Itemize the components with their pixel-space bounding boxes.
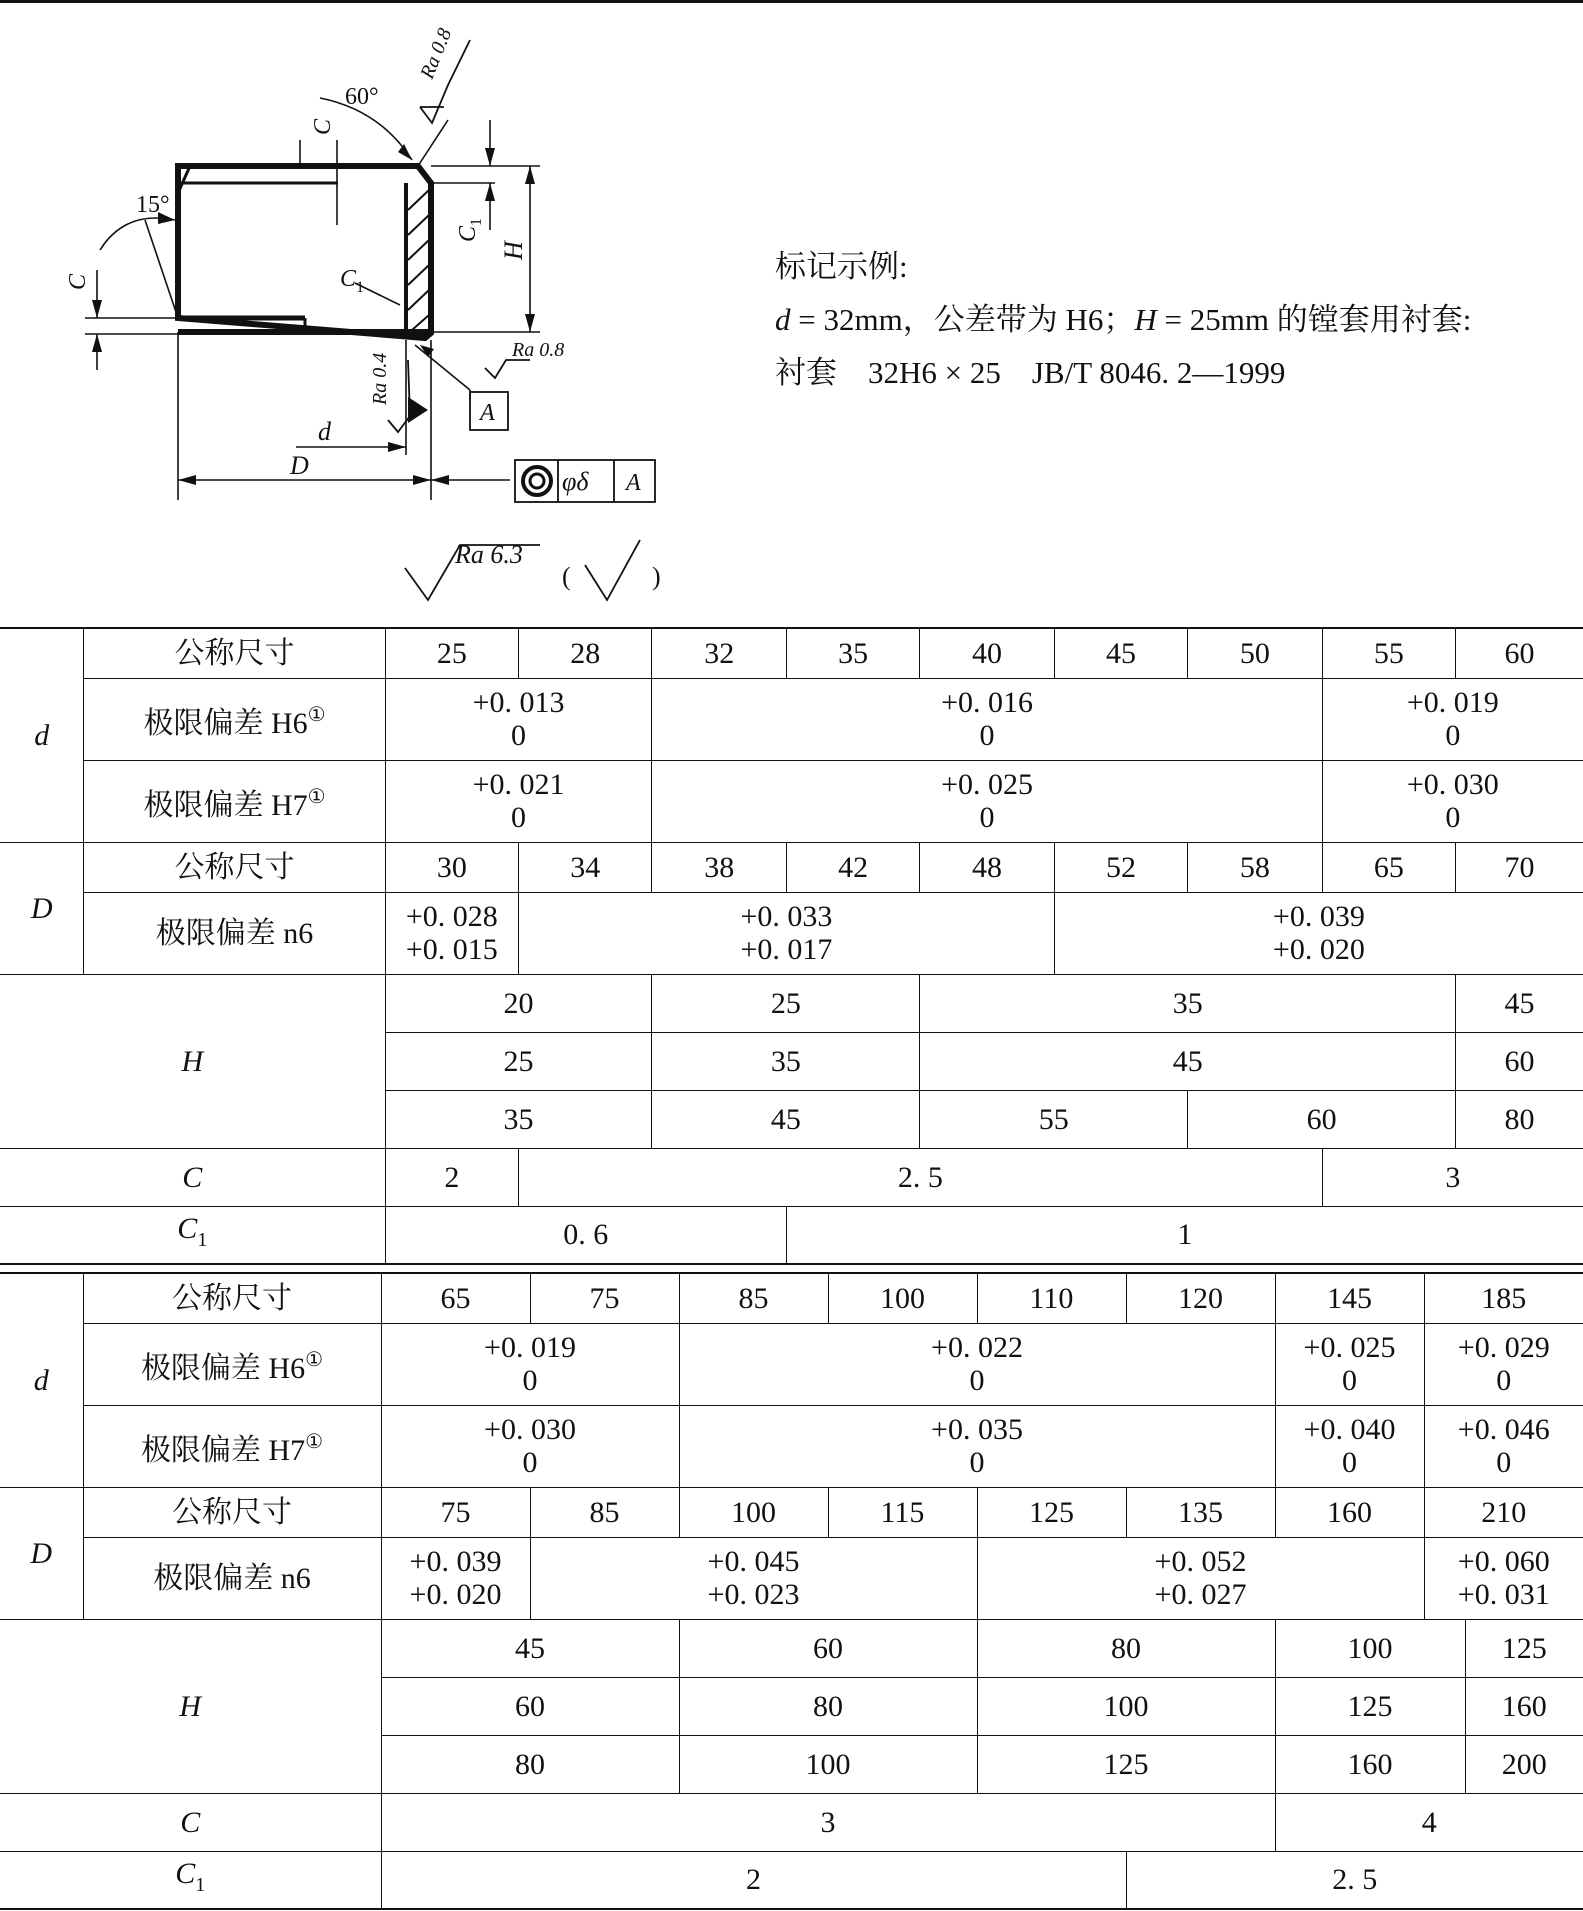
- c1-inner-label: $C_1$: [340, 266, 365, 296]
- c-symbol-cell: C: [0, 1793, 381, 1851]
- d-h7-cell: +0. 025 0: [652, 760, 1322, 842]
- h-cell: 45: [652, 1090, 920, 1148]
- D-n6-cell: +0. 039 +0. 020: [381, 1537, 530, 1619]
- ra08-right-symbol: [485, 360, 530, 378]
- h-cell: 35: [652, 1032, 920, 1090]
- table-row: [0, 628, 1583, 678]
- d-h7-cell: +0. 030 0: [381, 1405, 679, 1487]
- d-nominal-cell: 145: [1275, 1273, 1424, 1323]
- table-row: [0, 678, 1583, 760]
- h-cell: 25: [652, 974, 920, 1032]
- h-cell: 45: [920, 1032, 1456, 1090]
- D-nominal-cell: 42: [786, 842, 919, 892]
- d-h7-cell: +0. 021 0: [385, 760, 652, 842]
- d-symbol-cell: d: [0, 1273, 83, 1487]
- d-h7-cell: +0. 046 0: [1424, 1405, 1583, 1487]
- d-h7-cell: +0. 030 0: [1322, 760, 1583, 842]
- nominal-label: 公称尺寸: [83, 1487, 381, 1537]
- h-cell: 45: [1456, 974, 1583, 1032]
- h-cell: 125: [1465, 1619, 1583, 1677]
- D-nominal-cell: 210: [1424, 1487, 1583, 1537]
- drawing-labels: [65, 25, 661, 591]
- c1-cell: 2: [381, 1851, 1126, 1909]
- d-symbol-cell: d: [0, 628, 84, 842]
- d-h6-cell: +0. 013 0: [385, 678, 652, 760]
- h-cell: 80: [1456, 1090, 1583, 1148]
- d-nominal-cell: 85: [679, 1273, 828, 1323]
- h-cell: 100: [977, 1677, 1275, 1735]
- d-h6-cell: +0. 019 0: [1322, 678, 1583, 760]
- d-h7-cell: +0. 040 0: [1275, 1405, 1424, 1487]
- table-row: [0, 1537, 1583, 1619]
- d-label: d: [318, 417, 331, 446]
- d-nominal-cell: 45: [1054, 628, 1187, 678]
- D-nominal-cell: 52: [1054, 842, 1187, 892]
- c1-cell: 0. 6: [385, 1206, 786, 1264]
- D-n6-cell: +0. 060 +0. 031: [1424, 1537, 1583, 1619]
- table-row: [0, 1487, 1583, 1537]
- table-row: [0, 1323, 1583, 1405]
- table-row: [0, 1148, 1583, 1206]
- d-nominal-cell: 60: [1456, 628, 1583, 678]
- paren-open: (: [562, 562, 571, 591]
- c1-cell: 2. 5: [1126, 1851, 1583, 1909]
- c-cell: 3: [381, 1793, 1275, 1851]
- h-cell: 55: [920, 1090, 1188, 1148]
- c1-right-label: $C_1$: [455, 217, 485, 242]
- h-cell: 80: [679, 1677, 977, 1735]
- d-nominal-cell: 35: [786, 628, 919, 678]
- table-row: [0, 760, 1583, 842]
- h-cell: 25: [385, 1032, 652, 1090]
- d-nominal-cell: 50: [1188, 628, 1322, 678]
- D-n6-cell: +0. 039 +0. 020: [1054, 892, 1583, 974]
- D-nominal-cell: 160: [1275, 1487, 1424, 1537]
- h-symbol-cell: H: [0, 1619, 381, 1793]
- D-nominal-cell: 58: [1188, 842, 1322, 892]
- d-nominal-cell: 40: [920, 628, 1054, 678]
- table-row: [0, 1793, 1583, 1851]
- c1-symbol-cell: $C_1$: [0, 1851, 381, 1909]
- marking-line-2: 衬套 32H6 × 25 JB/T 8046. 2—1999: [775, 355, 1286, 390]
- h-cell: 35: [920, 974, 1456, 1032]
- D-nominal-cell: 34: [519, 842, 652, 892]
- d-nominal-cell: 185: [1424, 1273, 1583, 1323]
- dev-h7-label: 极限偏差 H7①: [83, 1405, 381, 1487]
- D-nominal-cell: 48: [920, 842, 1054, 892]
- nominal-label: 公称尺寸: [84, 628, 385, 678]
- table-row: [0, 1273, 1583, 1323]
- c-cell: 3: [1322, 1148, 1583, 1206]
- concentricity-icon: [523, 467, 551, 495]
- dev-n6-label: 极限偏差 n6: [83, 1537, 381, 1619]
- h-cell: 160: [1465, 1677, 1583, 1735]
- check-symbol: [585, 540, 640, 600]
- table-row: [0, 1206, 1583, 1264]
- D-nominal-cell: 75: [381, 1487, 530, 1537]
- h-cell: 60: [1456, 1032, 1583, 1090]
- angle-15-label: 15°: [136, 192, 170, 218]
- h-cell: 160: [1275, 1735, 1465, 1793]
- dev-h6-label: 极限偏差 H6①: [83, 1323, 381, 1405]
- marking-title: 标记示例:: [775, 249, 908, 284]
- d-h6-cell: +0. 016 0: [652, 678, 1322, 760]
- table-row: [0, 892, 1583, 974]
- marking-example: [775, 240, 1471, 399]
- d-h6-cell: +0. 025 0: [1275, 1323, 1424, 1405]
- c-cell: 2. 5: [519, 1148, 1323, 1206]
- dev-h7-label: 极限偏差 H7①: [84, 760, 385, 842]
- nominal-label: 公称尺寸: [84, 842, 385, 892]
- table-row: [0, 974, 1583, 1032]
- big-d-symbol-cell: D: [0, 1487, 83, 1619]
- d-nominal-cell: 110: [977, 1273, 1126, 1323]
- phi-delta-label: φδ: [562, 467, 589, 496]
- nominal-label: 公称尺寸: [83, 1273, 381, 1323]
- table-row: [0, 1405, 1583, 1487]
- ra04-label: Ra 0.4: [369, 352, 391, 405]
- dev-h6-label: 极限偏差 H6①: [84, 678, 385, 760]
- D-n6-cell: +0. 028 +0. 015: [385, 892, 518, 974]
- table-row: [0, 1851, 1583, 1909]
- h-label: H: [499, 241, 528, 260]
- D-n6-cell: +0. 052 +0. 027: [977, 1537, 1424, 1619]
- d-h6-cell: +0. 029 0: [1424, 1323, 1583, 1405]
- dev-n6-label: 极限偏差 n6: [84, 892, 385, 974]
- datum-triangle: [408, 397, 428, 423]
- d-h7-cell: +0. 035 0: [679, 1405, 1275, 1487]
- h-cell: 60: [1188, 1090, 1456, 1148]
- c-cell: 2: [385, 1148, 518, 1206]
- D-n6-cell: +0. 033 +0. 017: [519, 892, 1055, 974]
- d-nominal-cell: 75: [530, 1273, 679, 1323]
- D-nominal-cell: 115: [828, 1487, 977, 1537]
- ra08-top-label: Ra 0.8: [416, 25, 457, 82]
- d-nominal-cell: 55: [1322, 628, 1455, 678]
- h-cell: 80: [977, 1619, 1275, 1677]
- h-cell: 80: [381, 1735, 679, 1793]
- d-nominal-cell: 65: [381, 1273, 530, 1323]
- big-d-symbol-cell: D: [0, 842, 84, 974]
- table-row: [0, 1619, 1583, 1677]
- D-nominal-cell: 65: [1322, 842, 1455, 892]
- c1-symbol-cell: $C_1$: [0, 1206, 385, 1264]
- D-nominal-cell: 125: [977, 1487, 1126, 1537]
- h-symbol-cell: H: [0, 974, 385, 1148]
- D-nominal-cell: 135: [1126, 1487, 1275, 1537]
- c-cell: 4: [1275, 1793, 1583, 1851]
- ra63-label: Ra 6.3: [455, 540, 523, 569]
- c1-cell: 1: [786, 1206, 1583, 1264]
- D-nominal-cell: 100: [679, 1487, 828, 1537]
- h-cell: 100: [679, 1735, 977, 1793]
- h-cell: 100: [1275, 1619, 1465, 1677]
- table-row: [0, 842, 1583, 892]
- c-top-label: C: [310, 118, 336, 135]
- h-cell: 45: [381, 1619, 679, 1677]
- c-symbol-cell: C: [0, 1148, 385, 1206]
- section-hatching: [408, 190, 429, 330]
- h-cell: 125: [1275, 1677, 1465, 1735]
- d-nominal-cell: 28: [519, 628, 652, 678]
- d-nominal-cell: 120: [1126, 1273, 1275, 1323]
- dimension-table-2: [0, 1272, 1583, 1910]
- d-h6-cell: +0. 022 0: [679, 1323, 1275, 1405]
- dimension-table-1: [0, 627, 1583, 1265]
- datum-a-label: A: [480, 400, 495, 426]
- d-h6-cell: +0. 019 0: [381, 1323, 679, 1405]
- h-cell: 125: [977, 1735, 1275, 1793]
- c-left-label: C: [65, 273, 91, 290]
- marking-line-1: d = 32mm，公差带为 H6；H = 25mm 的镗套用衬套:: [775, 302, 1472, 337]
- datum-a-ref: A: [626, 470, 641, 496]
- angle-60-label: 60°: [345, 84, 379, 110]
- D-nominal-cell: 38: [652, 842, 786, 892]
- h-cell: 35: [385, 1090, 652, 1148]
- h-cell: 20: [385, 974, 652, 1032]
- D-nominal-cell: 30: [385, 842, 518, 892]
- d-nominal-cell: 25: [385, 628, 518, 678]
- paren-close: ): [652, 562, 661, 591]
- h-cell: 60: [381, 1677, 679, 1735]
- h-cell: 60: [679, 1619, 977, 1677]
- ra08-right-label: Ra 0.8: [512, 339, 565, 361]
- D-nominal-cell: 70: [1456, 842, 1583, 892]
- bushing-drawing: [0, 0, 780, 620]
- big-d-label: D: [290, 451, 309, 480]
- d-nominal-cell: 100: [828, 1273, 977, 1323]
- D-n6-cell: +0. 045 +0. 023: [530, 1537, 977, 1619]
- D-nominal-cell: 85: [530, 1487, 679, 1537]
- h-cell: 200: [1465, 1735, 1583, 1793]
- bushing-outline: [178, 166, 431, 338]
- d-nominal-cell: 32: [652, 628, 786, 678]
